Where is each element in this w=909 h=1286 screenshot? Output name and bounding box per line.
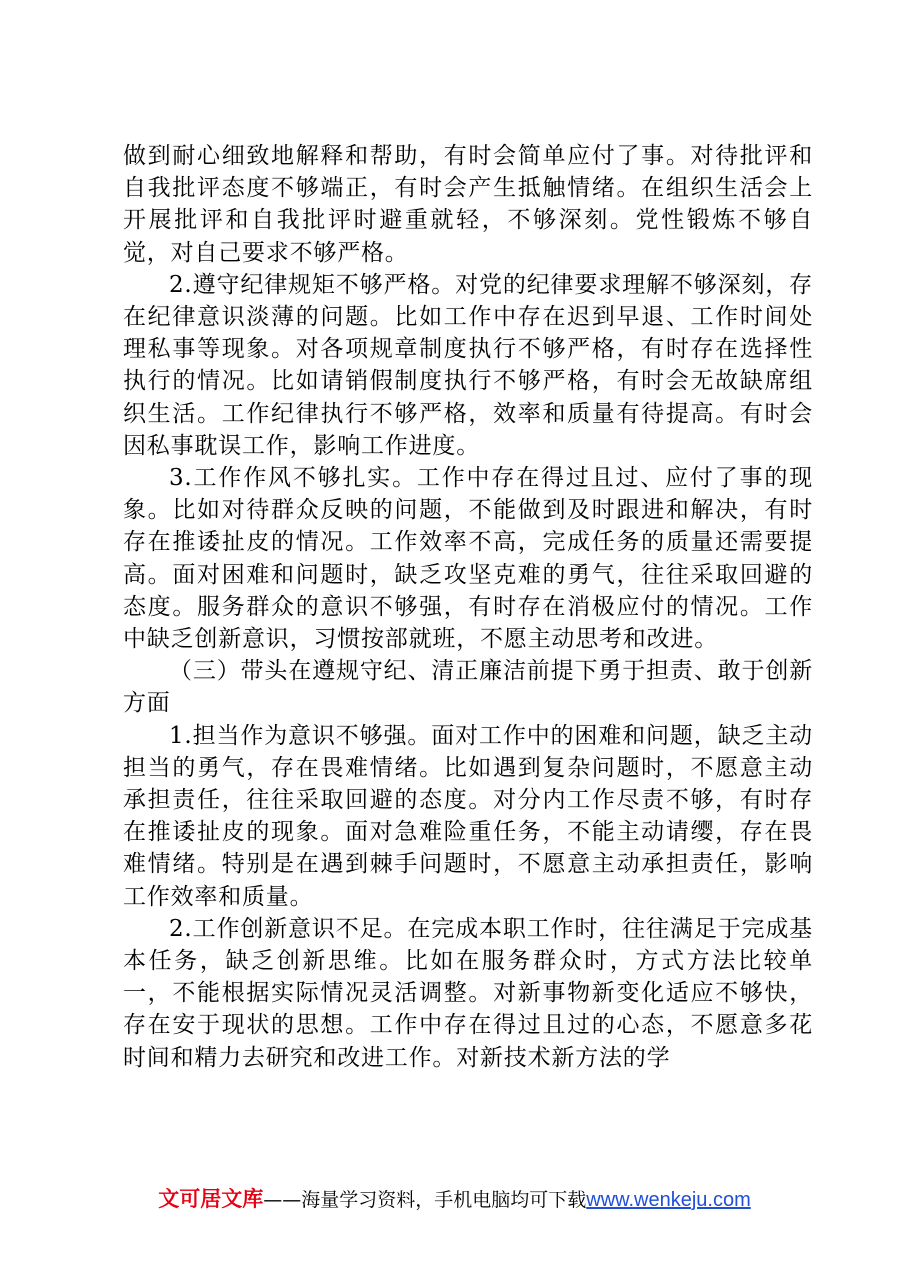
paragraph-discipline: 2.遵守纪律规矩不够严格。对党的纪律要求理解不够深刻，存在纪律意识淡薄的问题。比如工作中存在迟到早退、工作时间处理私事等现象。对各项规章制度执行不够严格，有时存在选择性执行的情况。比如请销假制度执行不够严格，有时会无故缺席组织生活。工作纪律执行不够严格，效率和质量有待提高。有时会因私事耽误工作，影响工作进度。: [123, 271, 813, 459]
paragraph-work-style: 3.工作作风不够扎实。工作中存在得过且过、应付了事的现象。比如对待群众反映的问题，不能做到及时跟进和解决，有时存在推诿扯皮的情况。工作效率不高，完成任务的质量还需要提高。面对困难和问题时，缺乏攻坚克难的勇气，往往采取回避的态度。服务群众的意识不够强，有时存在消极应付的情况。工作中缺乏创新意识，习惯按部就班，不愿主动思考和改进。: [123, 465, 813, 653]
paragraph-responsibility: 1.担当作为意识不够强。面对工作中的困难和问题，缺乏主动担当的勇气，存在畏难情绪。比如遇到复杂问题时，不愿意主动承担责任，往往采取回避的态度。对分内工作尽责不够，有时存在推诿扯皮的现象。面对急难险重任务，不能主动请缨，存在畏难情绪。特别是在遇到棘手问题时，不愿意主动承担责任，影响工作效率和质量。: [123, 722, 813, 910]
footer-url-link[interactable]: www.wenkeju.com: [586, 1189, 751, 1211]
footer-slogan: ——海量学习资料，手机电脑均可下载: [263, 1189, 587, 1211]
footer-brand: 文可居文库: [158, 1187, 264, 1211]
paragraph-innovation: 2.工作创新意识不足。在完成本职工作时，往往满足于完成基本任务，缺乏创新思维。比如在服务群众时，方式方法比较单一，不能根据实际情况灵活调整。对新事物新变化适应不够快，存在安于现状的思想。工作中存在得过且过的心态，不愿意多花时间和精力去研究和改进工作。对新技术新方法的学: [123, 915, 813, 1071]
section-heading: （三）带头在遵规守纪、清正廉洁前提下勇于担责、敢于创新方面: [123, 658, 813, 717]
document-body: [123, 140, 813, 1074]
page-footer: [0, 1183, 909, 1213]
paragraph-continuation: 做到耐心细致地解释和帮助，有时会简单应付了事。对待批评和自我批评态度不够端正，有时会产生抵触情绪。在组织生活会上开展批评和自我批评时避重就轻，不够深刻。党性锻炼不够自觉，对自己要求不够严格。: [123, 143, 813, 266]
